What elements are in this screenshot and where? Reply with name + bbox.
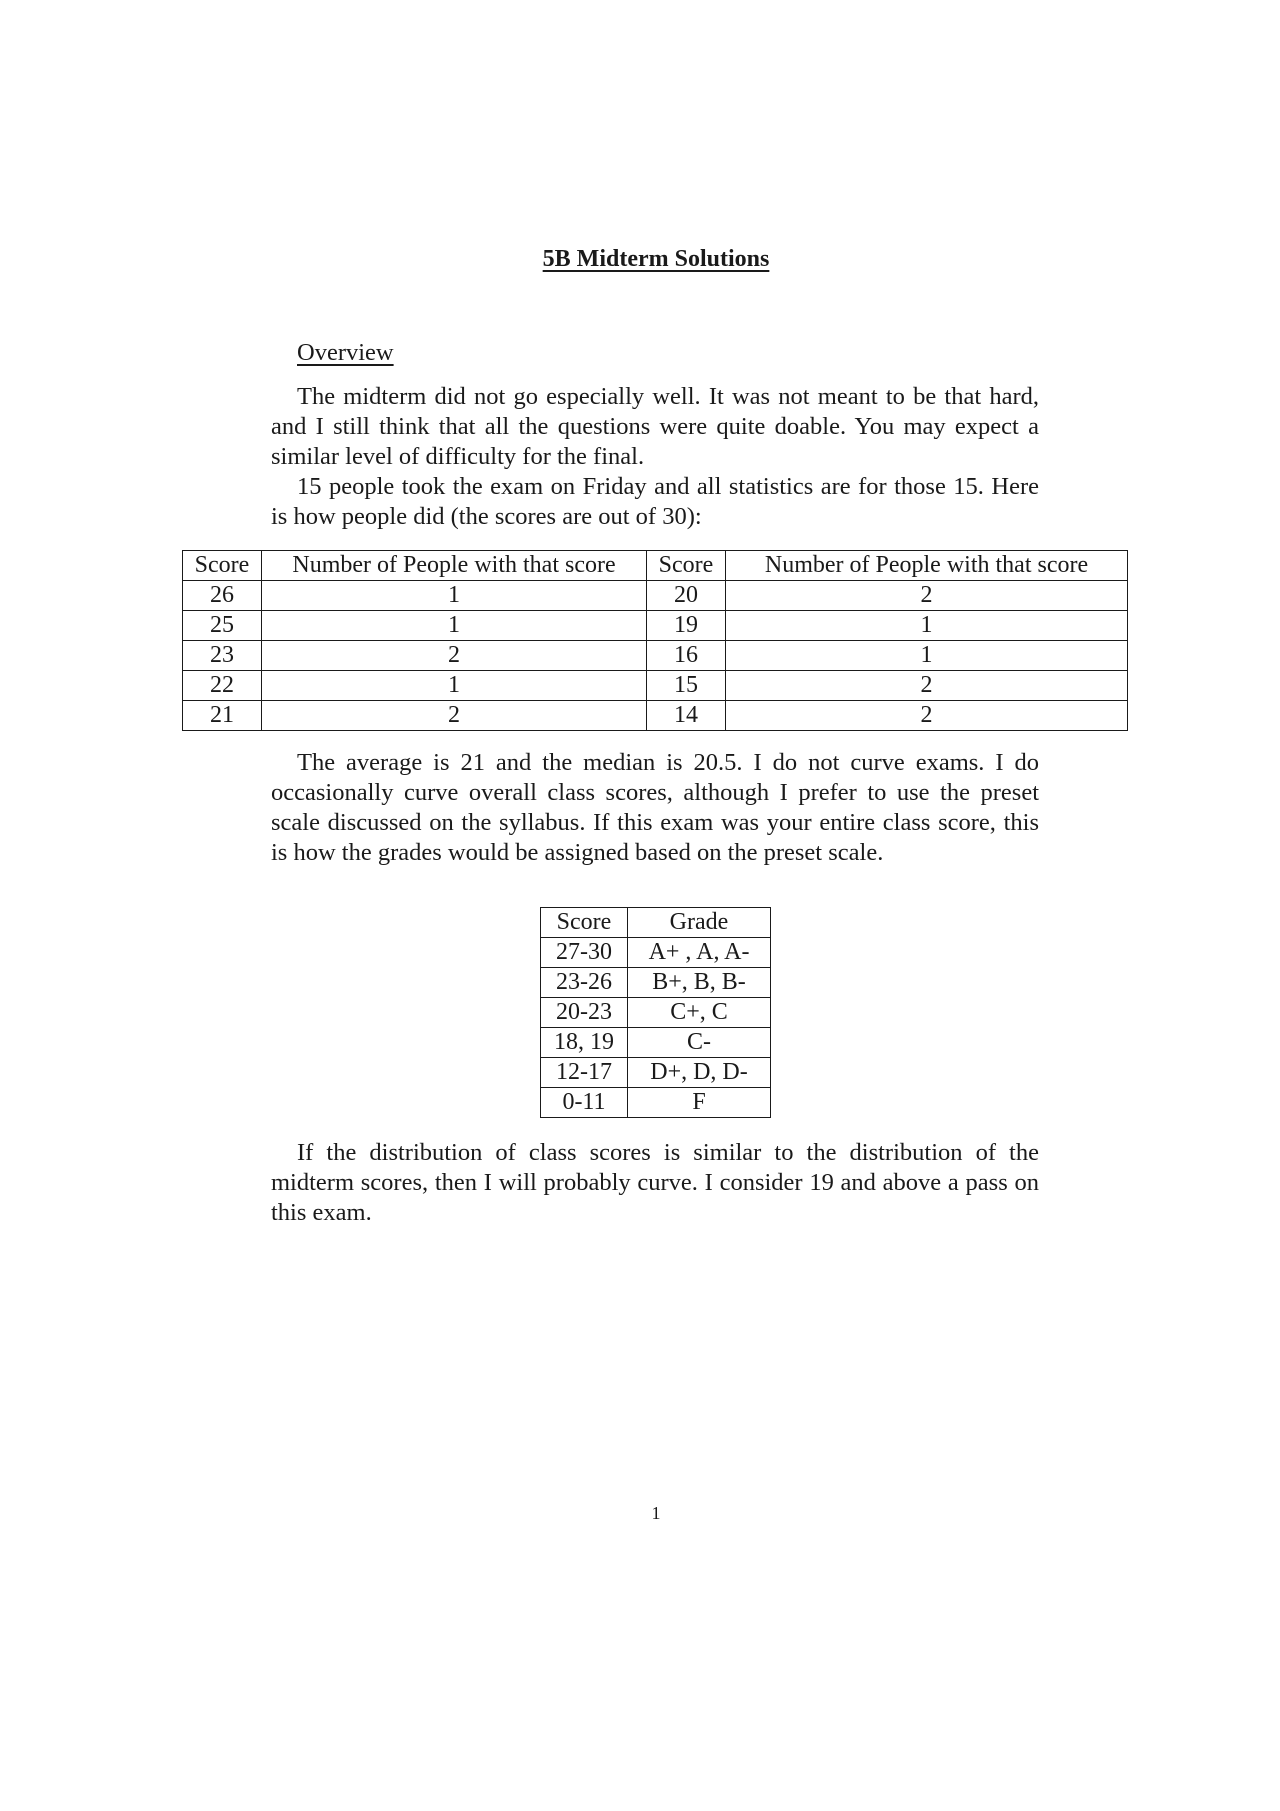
table-row bbox=[541, 1088, 771, 1118]
table-cell: 18, 19 bbox=[541, 1028, 628, 1058]
table-row bbox=[541, 1058, 771, 1088]
table-cell: 25 bbox=[183, 611, 262, 641]
table-cell: 2 bbox=[726, 671, 1128, 701]
table-row bbox=[541, 1028, 771, 1058]
average-median-text bbox=[271, 748, 1039, 868]
table-cell: 1 bbox=[262, 581, 647, 611]
table-cell: 0-11 bbox=[541, 1088, 628, 1118]
table-row bbox=[183, 701, 1128, 731]
table-header-cell: Grade bbox=[628, 908, 771, 938]
table-cell: 26 bbox=[183, 581, 262, 611]
table-cell: A+ , A, A- bbox=[628, 938, 771, 968]
table-cell: 1 bbox=[262, 611, 647, 641]
table-row bbox=[183, 581, 1128, 611]
table-cell: 2 bbox=[726, 581, 1128, 611]
table-cell: 22 bbox=[183, 671, 262, 701]
table-header-cell: Number of People with that score bbox=[262, 551, 647, 581]
table-cell: 1 bbox=[726, 611, 1128, 641]
intro-text bbox=[271, 382, 1039, 532]
table-cell: 2 bbox=[262, 641, 647, 671]
table-cell: 23 bbox=[183, 641, 262, 671]
intro-paragraph: The midterm did not go especially well. It was not meant to be that hard, and I still think that all the questions were quite doable. You may expect a similar level of difficulty for the final. bbox=[271, 383, 1039, 470]
table-cell: 1 bbox=[262, 671, 647, 701]
table-cell: 27-30 bbox=[541, 938, 628, 968]
table-cell: 14 bbox=[647, 701, 726, 731]
table-cell: 20 bbox=[647, 581, 726, 611]
score-distribution-table bbox=[182, 550, 1128, 731]
table-cell: 15 bbox=[647, 671, 726, 701]
table-cell: C+, C bbox=[628, 998, 771, 1028]
table-cell: 2 bbox=[262, 701, 647, 731]
table-cell: B+, B, B- bbox=[628, 968, 771, 998]
table-cell: F bbox=[628, 1088, 771, 1118]
table-row bbox=[541, 938, 771, 968]
table-cell: 21 bbox=[183, 701, 262, 731]
table-header-cell: Score bbox=[541, 908, 628, 938]
body-paragraph: If the distribution of class scores is similar to the distribution of the midterm scores, then I will probably curve. I consider 19 and above a pass on this exam. bbox=[271, 1139, 1039, 1226]
page-number: 1 bbox=[651, 1503, 661, 1523]
table-row bbox=[183, 611, 1128, 641]
table-cell: C- bbox=[628, 1028, 771, 1058]
table-cell: 16 bbox=[647, 641, 726, 671]
table-header-cell: Score bbox=[183, 551, 262, 581]
section-heading-overview: Overview bbox=[297, 339, 394, 366]
intro-paragraph: 15 people took the exam on Friday and all statistics are for those 15. Here is how people did (the scores are out of 30): bbox=[271, 473, 1039, 530]
table-cell: D+, D, D- bbox=[628, 1058, 771, 1088]
document-title: 5B Midterm Solutions bbox=[542, 246, 770, 272]
table-cell: 19 bbox=[647, 611, 726, 641]
table-row bbox=[183, 641, 1128, 671]
table-cell: 2 bbox=[726, 701, 1128, 731]
grade-scale-table bbox=[540, 907, 771, 1118]
table-cell: 12-17 bbox=[541, 1058, 628, 1088]
table-header-cell: Number of People with that score bbox=[726, 551, 1128, 581]
table-cell: 20-23 bbox=[541, 998, 628, 1028]
table-header-row bbox=[183, 551, 1128, 581]
closing-text bbox=[271, 1138, 1039, 1228]
table-row bbox=[183, 671, 1128, 701]
table-row bbox=[541, 968, 771, 998]
table-cell: 1 bbox=[726, 641, 1128, 671]
table-header-row bbox=[541, 908, 771, 938]
table-header-cell: Score bbox=[647, 551, 726, 581]
body-paragraph: The average is 21 and the median is 20.5. I do not curve exams. I do occasionally curve overall class scores, although I prefer to use the preset scale discussed on the syllabus. If this exam was your entire class score, this is how the grades would be assigned based on the preset scale. bbox=[271, 749, 1039, 866]
table-row bbox=[541, 998, 771, 1028]
table-cell: 23-26 bbox=[541, 968, 628, 998]
